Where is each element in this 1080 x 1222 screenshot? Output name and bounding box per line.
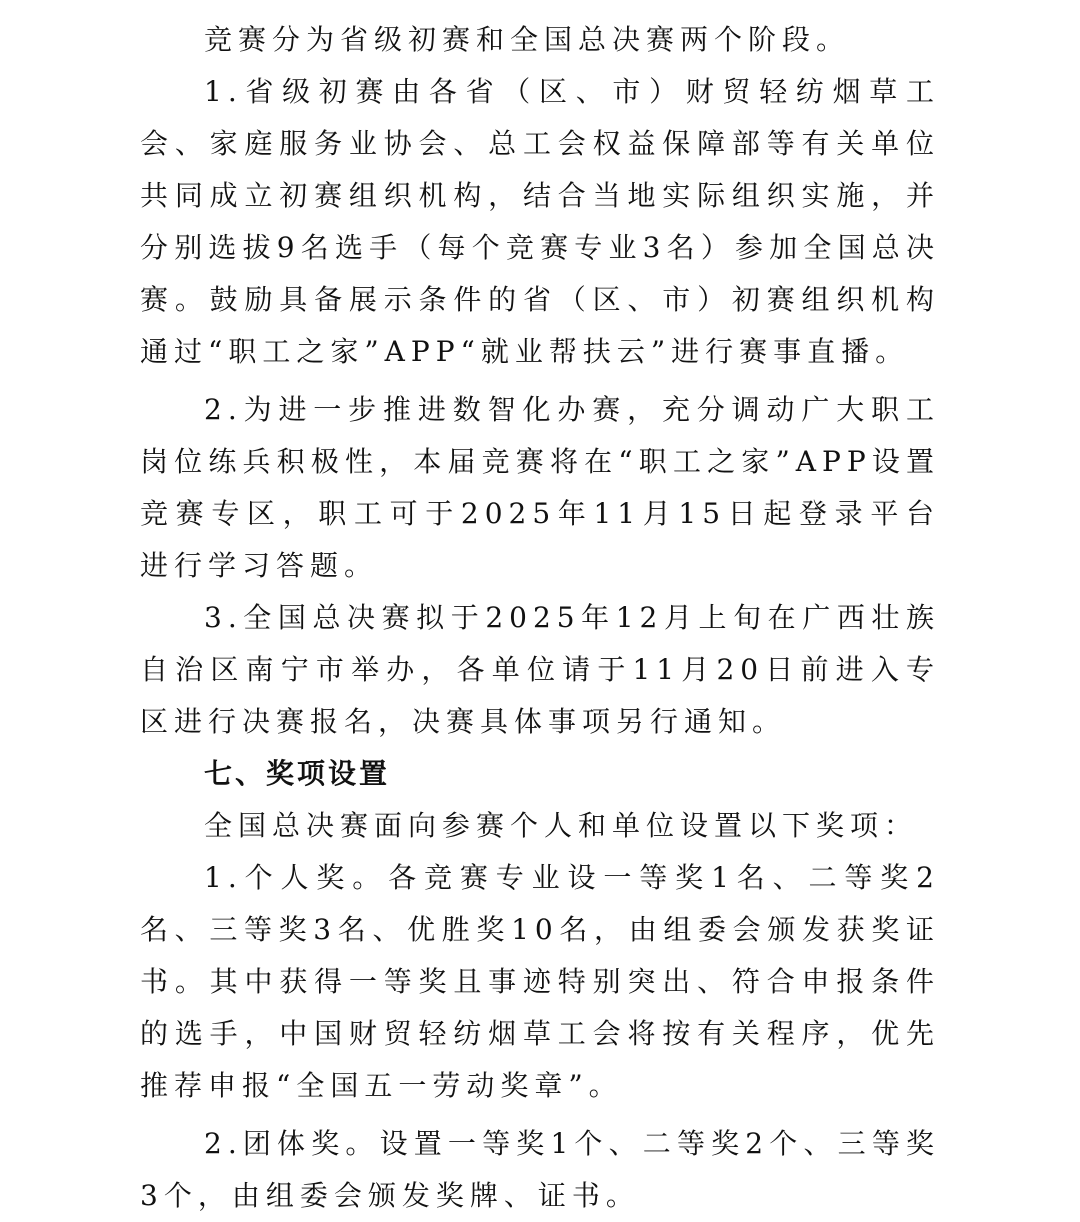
paragraph-provincial-preliminary: 1.省级初赛由各省（区、市）财贸轻纺烟草工会、家庭服务业协会、总工会权益保障部等有关单位共同成立初赛组织机构，结合当地实际组织实施，并分别选拔9名选手（每个竞赛专业3名）参加全国总决赛。鼓励具备展示条件的省（区、市）初赛组织机构通过“职工之家”APP“就业帮扶云”进行赛事直播。 — [140, 75, 940, 368]
paragraph-competition-stages: 竞赛分为省级初赛和全国总决赛两个阶段。 — [204, 23, 851, 56]
paragraph-team-award: 2.团体奖。设置一等奖1个、二等奖2个、三等奖3个，由组委会颁发奖牌、证书。 — [140, 1127, 940, 1212]
section-heading-awards: 七、奖项设置 — [204, 757, 391, 790]
document-page — [140, 14, 940, 1222]
paragraph-national-final: 3.全国总决赛拟于2025年12月上旬在广西壮族自治区南宁市举办，各单位请于11月20日前进入专区进行决赛报名，决赛具体事项另行通知。 — [140, 601, 940, 738]
paragraph-digital-competition: 2.为进一步推进数智化办赛，充分调动广大职工岗位练兵积极性，本届竞赛将在“职工之家”APP设置竞赛专区，职工可于2025年11月15日起登录平台进行学习答题。 — [140, 393, 940, 582]
paragraph-individual-award: 1.个人奖。各竞赛专业设一等奖1名、二等奖2名、三等奖3名、优胜奖10名，由组委会颁发获奖证书。其中获得一等奖且事迹特别突出、符合申报条件的选手，中国财贸轻纺烟草工会将按有关程序，优先推荐申报“全国五一劳动奖章”。 — [140, 861, 940, 1102]
paragraph-awards-intro: 全国总决赛面向参赛个人和单位设置以下奖项： — [204, 809, 919, 842]
